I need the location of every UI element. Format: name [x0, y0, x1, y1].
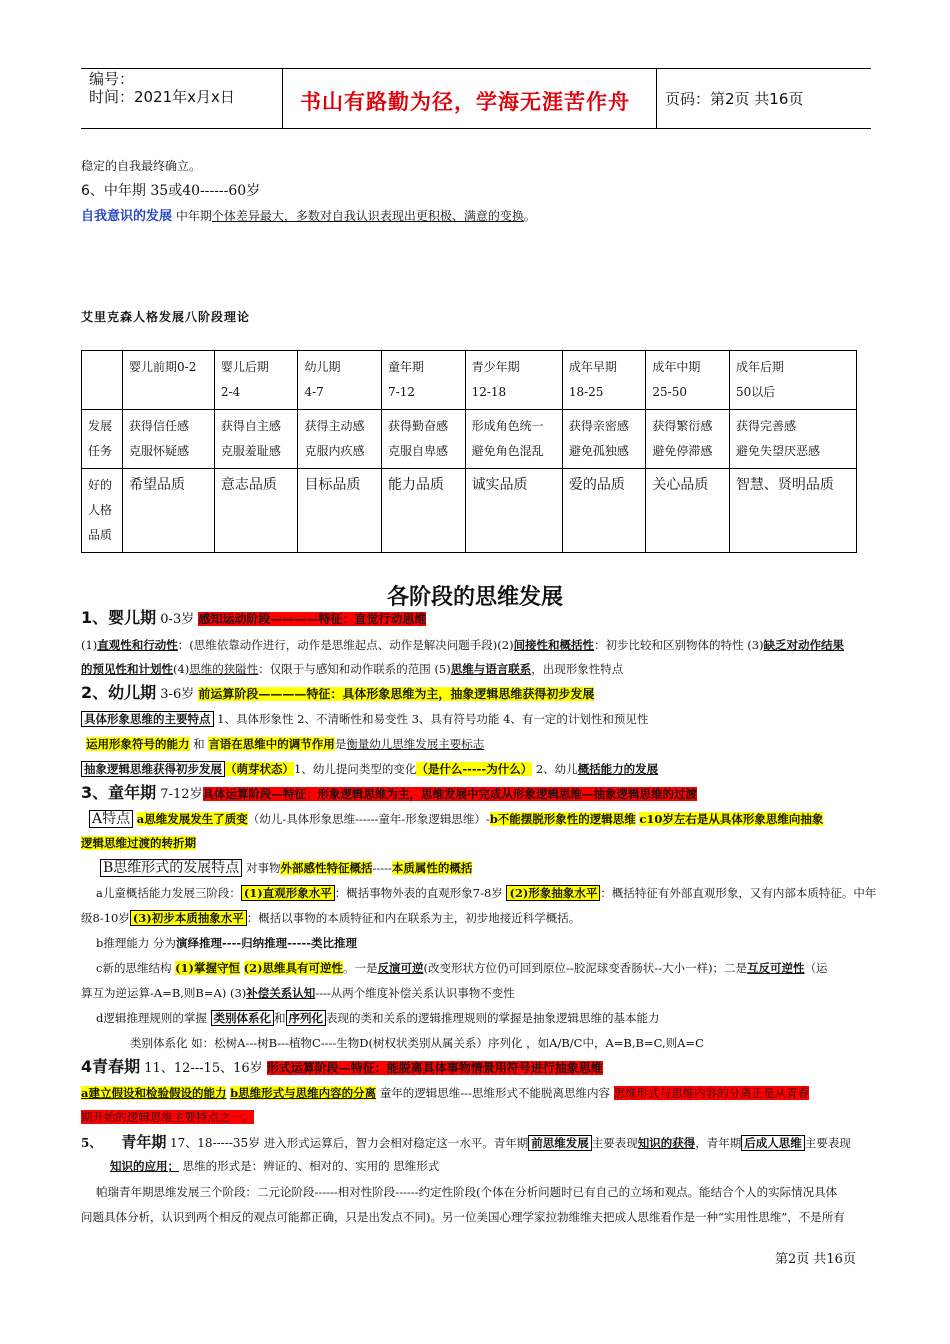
- text: (改变形状方位仍可回到原位--胶泥球变香肠状--大小一样)；二是: [423, 961, 748, 975]
- text: 1、具体形象性 2、不清晰性和易变性 3、具有符号功能 4、有一定的计划性和预见性: [213, 712, 649, 726]
- quality-cell: 目标品质: [298, 469, 382, 553]
- text: 互反可逆性: [747, 961, 805, 975]
- text: ，出现形象性特点: [531, 662, 624, 676]
- early-childhood-line-3: [81, 760, 871, 778]
- puberty-line-1: [81, 1084, 871, 1102]
- task-gain: 获得繁衍感: [652, 419, 713, 433]
- early-childhood-heading: 2、幼儿期: [81, 683, 157, 702]
- task-cell: [214, 410, 298, 469]
- youth-line-3: 帕瑞青年期思维发展三个阶段：二元论阶段------相对性阶段------约定性阶段(个体在分析问题时已有自己的立场和观点。能结合个人的实际情况具体: [96, 1185, 838, 1199]
- text: 思维的狭隘性: [189, 662, 259, 676]
- text: (2)思维具有可逆性: [243, 961, 344, 975]
- task-cell: [465, 410, 562, 469]
- header-motto: 书山有路勤为径，学海无涯苦作舟: [300, 90, 630, 114]
- stage-cell: [382, 351, 466, 410]
- task-cell: [298, 410, 382, 469]
- text: 演绎推理----归纳推理-----类比推理: [176, 936, 357, 950]
- task-cell: [382, 410, 466, 469]
- stage-cell: [729, 351, 856, 410]
- self-awareness-end: 。: [523, 209, 536, 223]
- text: ，青年期: [695, 1136, 742, 1150]
- task-gain: 获得完善感: [735, 419, 796, 433]
- youth-line-2: [110, 1157, 900, 1175]
- table-row: [82, 351, 857, 410]
- text: ：概括事物外表的直观形象7-8岁: [334, 886, 503, 900]
- text: 的预见性和计划性: [81, 662, 173, 676]
- text: 补偿关系认知: [246, 986, 316, 1000]
- task-avoid: 避免失望厌恶感: [735, 444, 820, 458]
- task-avoid: 克服羞耻感: [220, 444, 281, 458]
- childhood-structure-line-1: [96, 959, 886, 977]
- quality-cell: 希望品质: [123, 469, 215, 553]
- text: 期开始的逻辑思维主要特点之一。: [81, 1110, 254, 1124]
- text: A特点: [89, 810, 133, 828]
- text: 进入形式运算后，智力会相对稳定这一水平。青年期: [263, 1136, 529, 1150]
- childhood-logic-line: [96, 1009, 886, 1027]
- stage-name: 青少年期: [471, 360, 520, 374]
- infancy-heading-line: [81, 609, 871, 629]
- text: (4): [173, 662, 190, 676]
- text: 序列化: [286, 1010, 327, 1026]
- stage-range: 18-25: [568, 385, 604, 399]
- text: ：概括特征有外部直观形象，又有内部本质特征。中年: [600, 886, 877, 900]
- text: （幼儿-具体形象思维------童年-形象逻辑思维）-: [247, 812, 490, 826]
- youth-line-1: [81, 1133, 871, 1152]
- midlife-heading: 6、中年期: [81, 183, 146, 199]
- text: 1、幼儿提问类型的变化: [294, 762, 417, 776]
- infancy-heading: 1、婴儿期: [81, 608, 157, 627]
- header-divider: [656, 68, 657, 128]
- text: 级8-10岁: [81, 911, 130, 925]
- task-avoid: 避免孤独感: [568, 444, 629, 458]
- quality-cell: 诚实品质: [465, 469, 562, 553]
- youth-heading: 青年期: [121, 1133, 167, 1151]
- text: 算互为逆运算-A=B,则B=A) (3): [81, 986, 247, 1000]
- table-row: [82, 410, 857, 469]
- quality-cell: 意志品质: [214, 469, 298, 553]
- text: b不能摆脱形象性的逻辑思维: [489, 812, 636, 826]
- erikson-title: 艾里克森人格发展八阶段理论: [81, 310, 251, 324]
- task-gain: 获得主动感: [304, 419, 365, 433]
- childhood-a-line-2: [81, 834, 871, 852]
- text: 和: [189, 737, 209, 751]
- row-label-line: 人格: [88, 503, 113, 517]
- quality-cell: 能力品质: [382, 469, 466, 553]
- text: 抽象逻辑思维获得初步发展: [81, 761, 225, 777]
- task-avoid: 克服内疚感: [304, 444, 365, 458]
- text: a儿童概括能力发展三阶段：: [96, 886, 241, 900]
- childhood-range: 7-12岁: [160, 787, 203, 802]
- childhood-logic-example: 类别体系化 如：松树A---树B---植物C----生物D(树权状类别从属关系）序列化 ，如A/B/C中，A=B,B=C,则A=C: [130, 1036, 704, 1050]
- puberty-heading: 4青春期: [81, 1057, 141, 1076]
- task-gain: 获得信任感: [129, 419, 190, 433]
- stage-cell: [123, 351, 215, 410]
- stage-name: 童年期: [388, 360, 425, 374]
- text: （运: [804, 961, 828, 975]
- text: (3)初步本质抽象水平: [130, 910, 247, 926]
- task-gain: 形成角色统一: [471, 419, 544, 433]
- text: 主要表现: [804, 1136, 851, 1150]
- row-label-line: 发展: [88, 419, 113, 433]
- stage-cell: [214, 351, 298, 410]
- text: 对事物: [245, 861, 281, 875]
- text: 思维与语言联系: [450, 662, 532, 676]
- youth-line-4: 问题具体分析，认识到两个相反的观点可能都正确，只是出发点不同)。另一位美国心理学家拉勃维维夫把成人思维看作是一种“实用性思维”，不是所有: [81, 1210, 845, 1224]
- header-bottom-rule: [81, 128, 871, 129]
- childhood-inference-line: [96, 934, 886, 952]
- header-top-rule: [81, 68, 871, 69]
- text: b思维形式与思维内容的分离: [230, 1086, 377, 1100]
- stage-name: 成年早期: [568, 360, 617, 374]
- stage-name: 成年中期: [652, 360, 701, 374]
- text: ----从两个维度补偿关系认识事物不变性: [315, 986, 515, 1000]
- task-cell: [562, 410, 646, 469]
- stage-name: 幼儿期: [304, 360, 341, 374]
- stage-range: 4-7: [304, 385, 324, 399]
- quality-cell: 爱的品质: [562, 469, 646, 553]
- text: 间接性和概括性: [513, 638, 595, 652]
- midlife-range: 35或40------60岁: [150, 183, 261, 199]
- thinking-title: 各阶段的思维发展: [386, 585, 563, 610]
- text: b推理能力 分为: [96, 936, 177, 950]
- text: 直观性和行动性: [97, 638, 178, 652]
- childhood-heading: 3、童年期: [81, 783, 157, 802]
- text: c新的思维结构: [96, 961, 176, 975]
- childhood-a-line: [81, 810, 871, 828]
- stage-range: 2-4: [220, 385, 241, 399]
- task-cell: [123, 410, 215, 469]
- youth-range: 17、18-----35岁: [170, 1136, 261, 1150]
- text: ：(思维依靠动作进行，动作是思维起点、动作是解决问题手段)(2): [177, 638, 514, 652]
- text: 逻辑思维过渡的转折期: [81, 836, 196, 850]
- text: c10岁左右是从具体形象思维向抽象: [639, 812, 824, 826]
- puberty-heading-line: [81, 1058, 871, 1078]
- stage-range: 12-18: [471, 385, 507, 399]
- task-cell: [646, 410, 730, 469]
- text: d逻辑推理规则的掌握: [96, 1011, 211, 1025]
- text: -----: [372, 861, 392, 875]
- text: 2、幼儿: [532, 762, 578, 776]
- text: 是: [334, 737, 347, 751]
- text: (2)形象抽象水平: [506, 885, 600, 901]
- header-divider: [282, 68, 283, 128]
- text: a思维发展发生了质变: [136, 812, 248, 826]
- text: 类别体系化: [211, 1010, 275, 1026]
- stage-cell: [465, 351, 562, 410]
- text: 后成人思维: [741, 1135, 805, 1151]
- row-label: [82, 410, 123, 469]
- stage-cell: [562, 351, 646, 410]
- text: ：初步比较和区别物体的特性 (3): [594, 638, 764, 652]
- childhood-b-line: [100, 859, 890, 877]
- task-avoid: 克服怀疑感: [129, 444, 190, 458]
- text: 童年的逻辑思维---思维形式不能脱离思维内容: [376, 1086, 614, 1100]
- infancy-line-1: [81, 636, 871, 654]
- quality-cell: 智慧、贤明品质: [729, 469, 856, 553]
- stage-name: 婴儿前期0-2: [129, 360, 197, 374]
- text: 言语在思维中的调节作用: [208, 737, 335, 751]
- text: （是什么-----为什么）: [416, 762, 533, 776]
- task-avoid: 避免停滞感: [652, 444, 713, 458]
- footer-page-number: 第2页 共16页: [775, 1252, 856, 1267]
- text: 运用形象符号的能力: [86, 737, 190, 751]
- stage-cell: [646, 351, 730, 410]
- text: 缺乏对动作结果: [763, 638, 845, 652]
- stage-cell: [298, 351, 382, 410]
- early-childhood-line-1: [81, 710, 871, 728]
- midlife-heading-line: [81, 182, 871, 200]
- early-childhood-line-2: [86, 735, 876, 753]
- childhood-heading-line: [81, 784, 871, 804]
- text: ：概括以事物的本质特征和内在联系为主，初步地接近科学概括。: [246, 911, 581, 925]
- childhood-structure-line-2: [81, 984, 871, 1002]
- text: (1)掌握守恒: [175, 961, 240, 975]
- puberty-range: 11、12---15、16岁: [144, 1061, 263, 1076]
- text: (1)直观形象水平: [241, 885, 335, 901]
- stage-range: 7-12: [388, 385, 415, 399]
- childhood-stage: 具体运算阶段—特征：形象逻辑思维为主，思维发展中完成从形象逻辑思维—抽象逻辑思维的过渡: [202, 787, 697, 801]
- erikson-table: [81, 350, 857, 553]
- text: (1): [81, 638, 98, 652]
- text: 思维的形式是：辨证的、相对的、实用的 思维形式: [182, 1159, 440, 1173]
- text: 反演可逆: [377, 961, 424, 975]
- self-awareness-line: [81, 207, 871, 226]
- infancy-line-2: [81, 660, 871, 678]
- text: 知识的获得: [637, 1136, 696, 1150]
- text: 衡量幼儿思维发展主要标志: [346, 737, 485, 751]
- header-page-info: 页码：第2页 共16页: [665, 90, 804, 108]
- row-label-line: 品质: [88, 528, 113, 542]
- header-number-label: 编号：: [89, 70, 135, 88]
- text: 知识的应用；: [110, 1159, 179, 1173]
- infancy-stage: 感知运动阶段————特征：直觉行动思维: [198, 612, 427, 626]
- self-awareness-text-underlined: 个体差异最大，多数对自我认识表现出更积极、满意的变换: [211, 209, 524, 223]
- early-childhood-heading-line: [81, 684, 871, 704]
- text: 前思维发展: [528, 1135, 592, 1151]
- childhood-generalize-line-2: [81, 909, 871, 927]
- puberty-line-2: [81, 1108, 871, 1126]
- stage-range: 25-50: [652, 385, 687, 399]
- quality-cell: 关心品质: [646, 469, 730, 553]
- header-date: 时间：2021年x月x日: [89, 88, 235, 106]
- row-label: [82, 469, 123, 553]
- text: ：仅限于与感知和动作联系的范围 (5): [258, 662, 451, 676]
- text: 主要表现: [591, 1136, 638, 1150]
- stage-name: 成年后期: [735, 360, 784, 374]
- carryover-text: 稳定的自我最终确立。: [81, 159, 202, 173]
- text: a建立假设和检验假设的能力: [81, 1086, 227, 1100]
- task-gain: 获得勤奋感: [388, 419, 449, 433]
- text: 本质属性的概括: [391, 861, 473, 875]
- early-childhood-range: 3-6岁: [160, 687, 195, 702]
- self-awareness-label: 自我意识的发展: [81, 209, 173, 224]
- text: 。一是: [343, 961, 378, 975]
- infancy-range: 0-3岁: [160, 612, 195, 627]
- table-row: [82, 469, 857, 553]
- task-cell: [729, 410, 856, 469]
- text: 思维形式与思维内容的分离正是从青春: [613, 1086, 810, 1100]
- text: 表现的类和关系的逻辑推理规则的掌握是抽象逻辑思维的基本能力: [326, 1011, 660, 1025]
- table-corner-cell: [82, 351, 123, 410]
- self-awareness-text: 中年期: [175, 209, 212, 223]
- text: 概括能力的发展: [577, 762, 659, 776]
- row-label-line: 好的: [88, 478, 113, 492]
- row-label-line: 任务: [88, 444, 113, 458]
- youth-number: 5、: [81, 1136, 102, 1150]
- task-avoid: 避免角色混乱: [471, 444, 544, 458]
- text: 外部感性特征概括: [280, 861, 373, 875]
- puberty-stage: 形式运算阶段—特征：能脱离具体事物情景用符号进行抽象思维: [266, 1061, 603, 1075]
- text: 和: [274, 1011, 286, 1025]
- early-childhood-stage: 前运算阶段————特征：具体形象思维为主，抽象逻辑思维获得初步发展: [198, 687, 595, 701]
- stage-range: 50以后: [735, 385, 776, 399]
- task-gain: 获得自主感: [220, 419, 281, 433]
- task-gain: 获得亲密感: [568, 419, 629, 433]
- stage-name: 婴儿后期: [220, 360, 269, 374]
- text: 具体形象思维的主要特点: [81, 711, 214, 727]
- childhood-generalize-line-1: [96, 884, 886, 902]
- text: B思维形式的发展特点: [100, 859, 242, 877]
- task-avoid: 克服自卑感: [388, 444, 449, 458]
- text: （萌芽状态）: [225, 762, 294, 776]
